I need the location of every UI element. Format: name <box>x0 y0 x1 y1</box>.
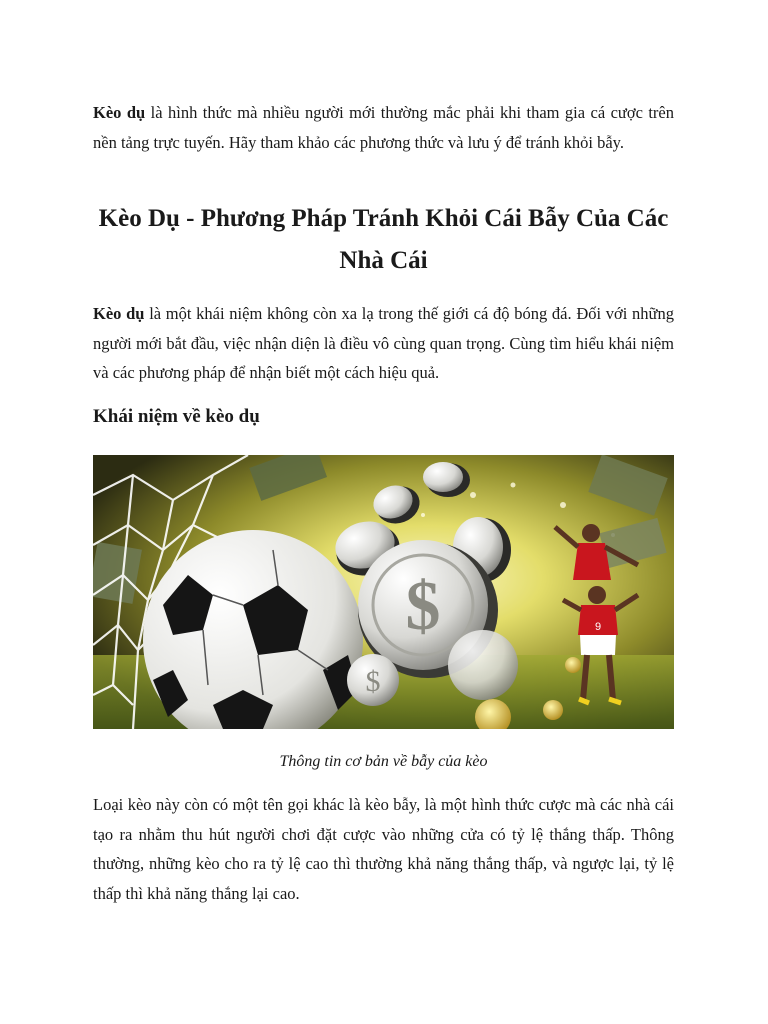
intro-bold-term: Kèo dụ <box>93 103 146 122</box>
definition-text: là một khái niệm không còn xa lạ trong thế giới cá độ bóng đá. Đối với những người mới bắt đầu, việc nhận diện là điều vô cùng quan trọng. Cùng tìm hiểu khái niệm và các phương pháp để nhận biết một cách hiệu quả. <box>93 304 675 382</box>
football-coins-illustration <box>93 455 674 729</box>
intro-paragraph <box>93 98 674 157</box>
definition-bold-term: Kèo dụ <box>93 304 145 323</box>
jersey-number: 9 <box>594 621 602 633</box>
article-image <box>93 455 674 729</box>
dollar-sign-icon: $ <box>405 568 441 645</box>
definition-paragraph <box>93 299 674 388</box>
article-title: Kèo Dụ - Phương Pháp Tránh Khỏi Cái Bẫy Của Các Nhà Cái <box>98 205 669 274</box>
image-caption: Thông tin cơ bản về bẫy của kèo <box>279 753 488 770</box>
explanation-paragraph: Loại kèo này còn có một tên gọi khác là kèo bẫy, là một hình thức cược mà các nhà cái tạo ra nhằm thu hút người chơi đặt cược vào những cửa có tỷ lệ thắng thấp. Thông thường, những kèo cho ra tỷ lệ cao thì thường khả năng thắng thấp, và ngược lại, tỷ lệ thấp thì khả năng thắng lại cao. <box>93 795 674 903</box>
intro-text: là hình thức mà nhiều người mới thường mắc phải khi tham gia cá cược trên nền tảng trực tuyến. Hãy tham khảo các phương thức và lưu ý để tránh khỏi bẫy. <box>93 103 674 152</box>
concept-heading: Khái niệm về kèo dụ <box>93 406 260 427</box>
dollar-sign-icon: $ <box>365 665 381 698</box>
